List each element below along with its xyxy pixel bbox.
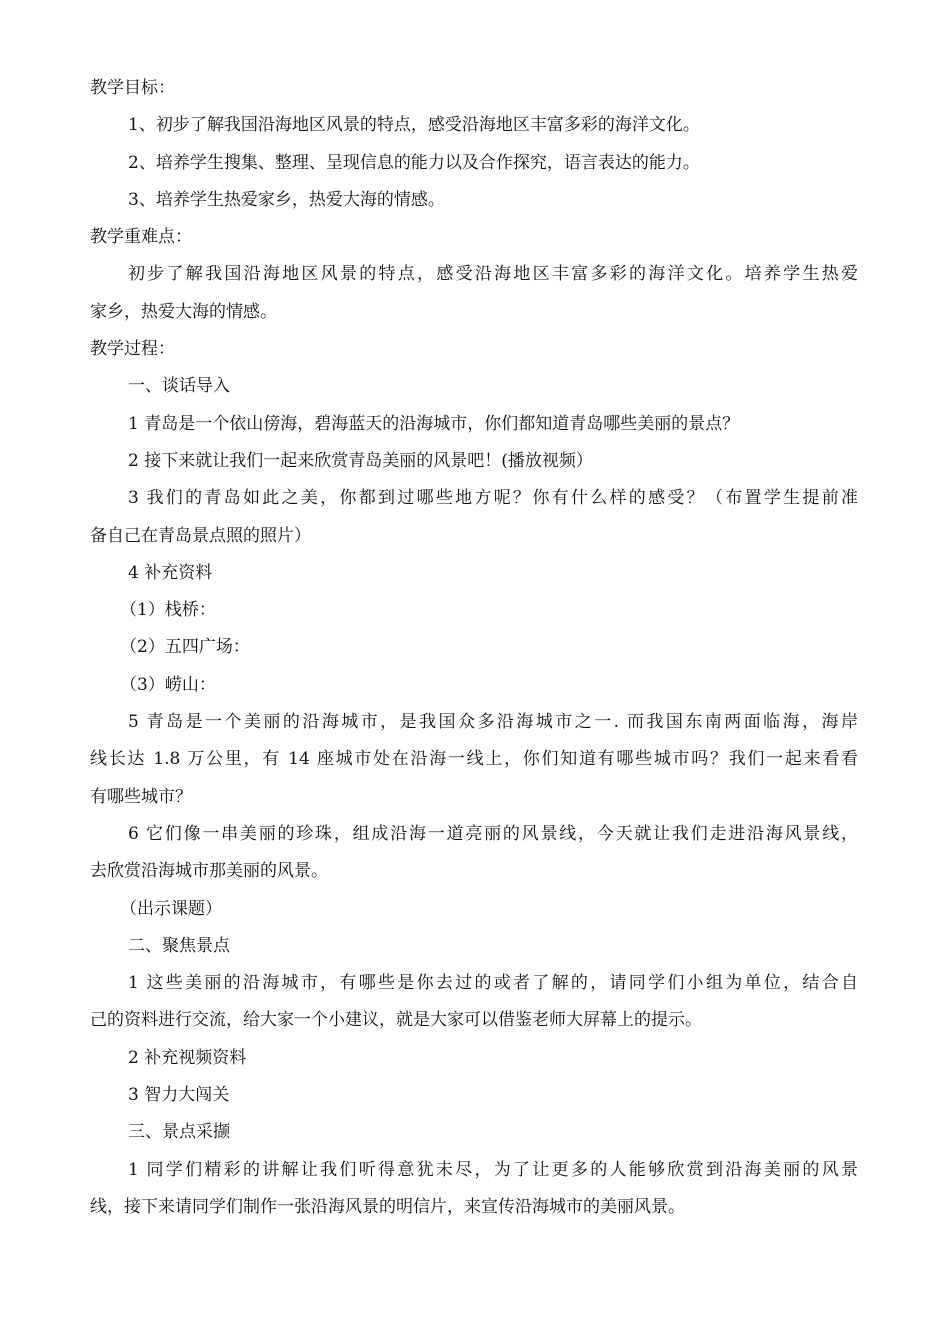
paragraph-5-line-1: 5 青岛是一个美丽的沿海城市，是我国众多沿海城市之一. 而我国东南两面临海，海岸 [128,712,858,733]
goal-item-1: 1、初步了解我国沿海地区风景的特点，感受沿海地区丰富多彩的海洋文化。 [128,115,700,136]
section-2-paragraph-3: 3 智力大闯关 [128,1085,230,1106]
paragraph-3-line-2: 备自己在青岛景点照的照片） [90,525,311,546]
section-2-paragraph-2: 2 补充视频资料 [128,1047,247,1068]
goal-item-2: 2、培养学生搜集、整理、呈现信息的能力以及合作探究，语言表达的能力。 [128,152,700,173]
document-body [90,70,858,1226]
goal-heading: 教学目标： [90,78,175,98]
paragraph-3-line-1: 3 我们的青岛如此之美，你都到过哪些地方呢？你有什么样的感受？（布置学生提前准 [128,488,858,509]
paragraph-4-item-1: （1）栈桥： [120,600,216,621]
key-paragraph-line-2: 家乡，热爱大海的情感。 [90,301,277,322]
paragraph-4-item-2: （2）五四广场： [120,637,250,658]
key-heading: 教学重难点： [90,227,192,248]
paragraph-2: 2 接下来就让我们一起来欣赏青岛美丽的风景吧！(播放视频） [128,450,593,471]
paragraph-4-item-3: （3）崂山： [120,674,216,695]
section-2-paragraph-1-line-1: 1 这些美丽的沿海城市，有哪些是你去过的或者了解的，请同学们小组为单位，结合自 [128,973,858,994]
paragraph-6-line-1: 6 它们像一串美丽的珍珠，组成沿海一道亮丽的风景线，今天就让我们走进沿海风景线， [128,823,858,844]
paragraph-5-line-3: 有哪些城市？ [90,786,192,807]
paragraph-1: 1 青岛是一个依山傍海，碧海蓝天的沿海城市，你们都知道青岛哪些美丽的景点？ [128,413,740,434]
paragraph-5-line-2: 线长达 1.8 万公里，有 14 座城市处在沿海一线上，你们知道有哪些城市吗？我们一起来看看 [90,749,858,770]
process-heading: 教学过程： [90,339,175,360]
paragraph-6-line-2: 去欣赏沿海城市那美丽的风景。 [90,861,328,882]
section-3-heading: 三、景点采撷 [128,1122,230,1143]
key-paragraph-line-1: 初步了解我国沿海地区风景的特点，感受沿海地区丰富多彩的海洋文化。培养学生热爱 [128,264,858,285]
section-2-heading: 二、聚焦景点 [128,935,230,956]
section-2-paragraph-1-line-2: 己的资料进行交流，给大家一个小建议，就是大家可以借鉴老师大屏幕上的提示。 [90,1010,702,1031]
section-3-paragraph-1-line-1: 1 同学们精彩的讲解让我们听得意犹未尽，为了让更多的人能够欣赏到沿海美丽的风景 [128,1159,858,1180]
section-1-heading: 一、谈话导入 [128,376,230,397]
paragraph-4: 4 补充资料 [128,562,213,583]
paragraph-6-note: （出示课题） [120,898,222,919]
goal-item-3: 3、培养学生热爱家乡，热爱大海的情感。 [128,189,445,210]
section-3-paragraph-1-line-2: 线，接下来请同学们制作一张沿海风景的明信片，来宣传沿海城市的美丽风景。 [90,1196,685,1217]
